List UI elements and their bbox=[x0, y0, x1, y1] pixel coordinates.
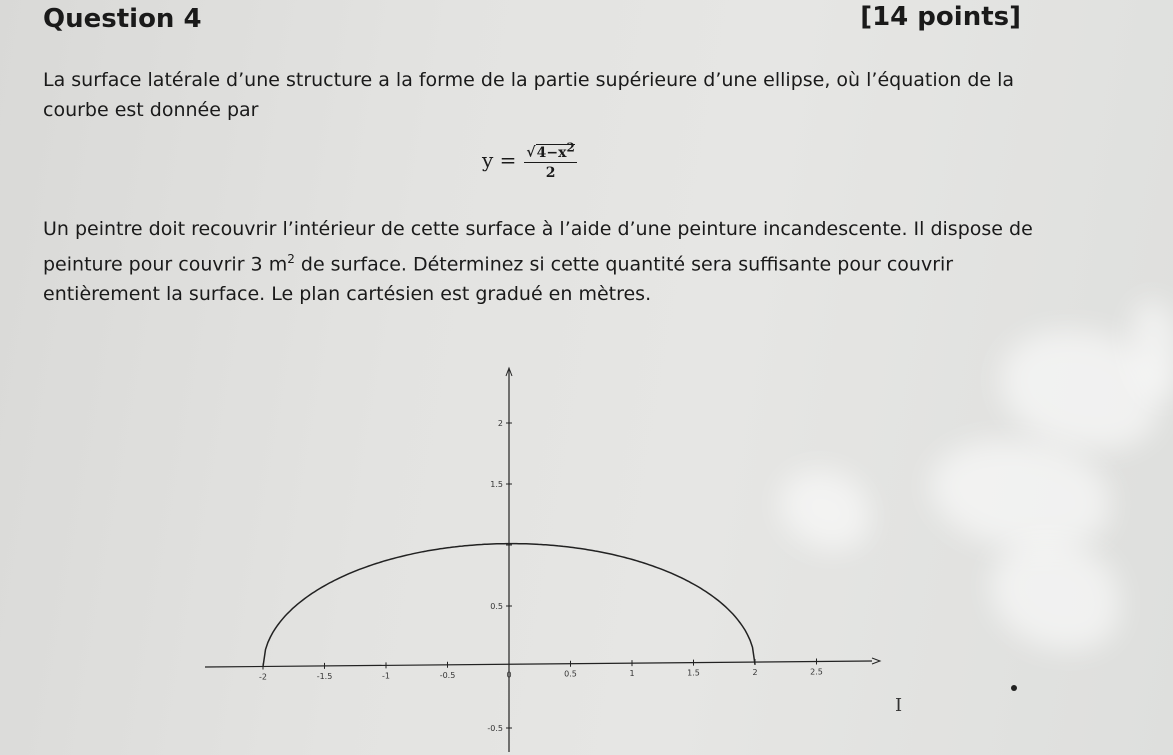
statement-part-2: de surface. Déterminez si cette quantité sera suffisante pour couvrir entièrement la surface. Le plan cartésien est gradué en mètres. bbox=[43, 253, 954, 306]
y-tick-label: 0.5 bbox=[490, 602, 503, 611]
question-points: [14 points] bbox=[860, 2, 1021, 32]
x-tick-label: -1 bbox=[382, 671, 390, 681]
text-cursor-icon: I bbox=[895, 695, 903, 716]
x-tick-label: 1.5 bbox=[687, 668, 700, 678]
statement-exponent: 2 bbox=[287, 252, 295, 266]
equation-root: 4−x bbox=[536, 144, 567, 161]
dot-mark bbox=[1011, 685, 1017, 691]
y-tick-label: 1.5 bbox=[490, 480, 503, 489]
x-tick-label: 1 bbox=[629, 669, 635, 679]
equation-denominator: 2 bbox=[545, 164, 556, 181]
equation-exponent: 2 bbox=[566, 140, 575, 154]
x-axis bbox=[205, 661, 872, 667]
x-axis-arrow-icon bbox=[872, 658, 880, 664]
x-tick-label: 0 bbox=[506, 670, 512, 680]
equation-lhs: y = bbox=[482, 148, 517, 173]
x-tick-label: 2.5 bbox=[810, 667, 823, 677]
problem-intro: La surface latérale d’une structure a la forme de la partie supérieure d’une ellipse, où l’équation de la courbe est donnée par bbox=[43, 69, 1015, 121]
x-tick-label: -2 bbox=[259, 672, 267, 682]
equation-numerator: $√4-x^2$ bbox=[526, 140, 575, 161]
x-tick-label: 0.5 bbox=[564, 669, 577, 679]
question-title: Question 4 bbox=[43, 4, 202, 34]
statement-part-1: Un peintre doit recouvrir l’intérieur de cette surface à l’aide d’une peinture incandescente. Il dispose de peinture pour couvrir 3 m bbox=[43, 218, 1033, 276]
x-tick-label: -1.5 bbox=[316, 671, 333, 681]
x-tick-label: 2 bbox=[752, 668, 758, 678]
y-tick-label: -0.5 bbox=[487, 724, 503, 733]
x-tick-label: -0.5 bbox=[439, 670, 456, 680]
y-tick-label: 2 bbox=[497, 419, 503, 428]
